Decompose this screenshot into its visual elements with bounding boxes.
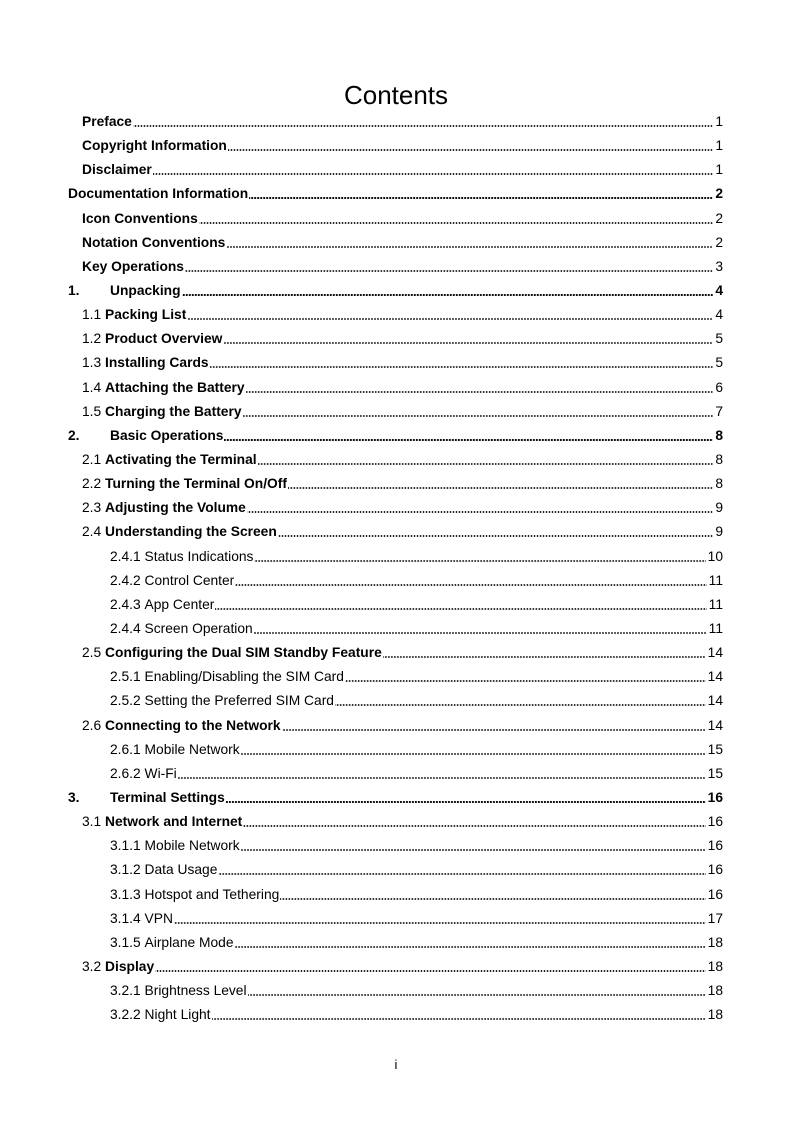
toc-label: Enabling/Disabling the SIM Card: [144, 669, 344, 685]
toc-label: Documentation Information: [68, 186, 249, 202]
toc-label: Copyright Information: [82, 138, 227, 154]
dot-leader: [254, 632, 707, 634]
dot-leader: [215, 608, 706, 610]
dot-leader: [155, 970, 706, 972]
page-title: Contents: [343, 80, 449, 110]
toc-page-number: 5: [715, 331, 723, 347]
toc-page-number: 16: [707, 862, 723, 878]
footer-page-number: i: [394, 1057, 398, 1072]
toc-label: Mobile Network: [144, 838, 240, 854]
toc-number: 2.5.1: [110, 669, 141, 685]
toc-entry-3-1-network-and-internet[interactable]: [0, 810, 723, 834]
toc-entry-2-4-4-screen-operation[interactable]: [0, 617, 723, 641]
toc-page-number: 16: [707, 814, 723, 830]
toc-page-number: 14: [707, 669, 723, 685]
dot-leader: [278, 535, 714, 537]
toc-number: 1.2: [82, 331, 102, 347]
toc-number: 3.1: [82, 814, 102, 830]
toc-page-number: 18: [707, 958, 723, 974]
toc-number: 1.5: [82, 403, 102, 419]
dot-leader: [199, 222, 714, 224]
toc-number: 2.5: [82, 645, 102, 661]
toc-page-number: 18: [707, 934, 723, 950]
toc-entry-1-2-product-overview[interactable]: [0, 327, 723, 351]
toc-page-number: 16: [707, 886, 723, 902]
toc-entry-2-6-2-wi-fi[interactable]: [0, 762, 723, 786]
toc-entry-3-1-1-mobile-network[interactable]: [0, 834, 723, 858]
toc-page-number: 1: [715, 162, 723, 178]
toc-label: Understanding the Screen: [105, 524, 277, 540]
toc-page-number: 6: [715, 379, 723, 395]
dot-leader: [178, 777, 706, 779]
toc-label: Product Overview: [105, 331, 223, 347]
toc-entry-1-unpacking[interactable]: [0, 279, 723, 303]
dot-leader: [223, 342, 713, 344]
toc-label: VPN: [144, 910, 173, 926]
dot-leader: [280, 898, 705, 900]
toc-number: 3.1.4: [110, 910, 141, 926]
toc-number: 2.4: [82, 524, 102, 540]
toc-page-number: 7: [715, 403, 723, 419]
toc-page-number: 11: [708, 596, 723, 612]
toc-page-number: 8: [715, 427, 723, 443]
toc-entry-2-4-3-app-center[interactable]: [0, 593, 723, 617]
toc-label: Unpacking: [110, 282, 181, 298]
toc-label: Brightness Level: [144, 983, 247, 999]
toc-page-number: 1: [715, 114, 723, 129]
toc-page-number: 9: [715, 500, 723, 516]
dot-leader: [187, 318, 713, 320]
toc-entry-2-basic-operations[interactable]: [0, 424, 723, 448]
toc-page-number: 5: [715, 355, 723, 371]
toc-page-number: 4: [715, 307, 723, 323]
toc-label: Terminal Settings: [110, 789, 225, 805]
toc-page-number: 18: [707, 1007, 723, 1023]
dot-leader: [258, 463, 714, 465]
toc-number: 3.1.2: [110, 862, 141, 878]
toc-label: Night Light: [144, 1007, 211, 1023]
toc-number: 3.1.3: [110, 886, 141, 902]
dot-leader: [246, 391, 714, 393]
toc-label: Charging the Battery: [105, 403, 242, 419]
toc-label: Connecting to the Network: [105, 717, 281, 733]
toc-page-number: 11: [708, 620, 723, 636]
table-of-contents: [0, 110, 723, 1027]
toc-entry-1-3-installing-cards[interactable]: [0, 351, 723, 375]
dot-leader: [383, 656, 706, 658]
toc-entry-3-1-2-data-usage[interactable]: [0, 858, 723, 882]
toc-number: 1.3: [82, 355, 102, 371]
toc-entry-disclaimer[interactable]: [0, 158, 723, 182]
toc-label: Display: [105, 958, 155, 974]
dot-leader: [228, 149, 713, 151]
toc-label: Attaching the Battery: [105, 379, 245, 395]
toc-page-number: 4: [715, 282, 723, 298]
dot-leader: [282, 729, 706, 731]
toc-page-number: 18: [707, 983, 723, 999]
toc-page-number: 9: [715, 524, 723, 540]
dot-leader: [243, 825, 705, 827]
toc-entry-3-1-3-hotspot-and-tethering[interactable]: [0, 883, 723, 907]
toc-label: Airplane Mode: [144, 934, 234, 950]
toc-entry-3-terminal-settings[interactable]: [0, 786, 723, 810]
toc-number: 3.: [68, 789, 80, 805]
toc-number: 3.2: [82, 958, 102, 974]
toc-label: Setting the Preferred SIM Card: [144, 693, 334, 709]
toc-label: Mobile Network: [144, 741, 240, 757]
toc-number: 2.4.2: [110, 572, 141, 588]
toc-entry-2-6-connecting-to-the-network[interactable]: [0, 714, 723, 738]
toc-label: Activating the Terminal: [105, 451, 257, 467]
toc-page-number: 2: [715, 210, 723, 226]
toc-label: Turning the Terminal On/Off: [105, 476, 287, 492]
toc-entry-3-2-1-brightness-level[interactable]: [0, 979, 723, 1003]
toc-page-number: 2: [715, 234, 723, 250]
toc-page-number: 15: [707, 741, 723, 757]
toc-label: Preface: [82, 114, 132, 129]
dot-leader: [153, 173, 714, 175]
toc-label: Status Indications: [144, 548, 254, 564]
toc-label: Wi-Fi: [144, 765, 177, 781]
toc-page-number: 17: [707, 910, 723, 926]
toc-page-number: 11: [708, 572, 723, 588]
toc-number: 2.4.4: [110, 620, 141, 636]
toc-page-number: 8: [715, 451, 723, 467]
toc-label: Configuring the Dual SIM Standby Feature: [105, 645, 382, 661]
dot-leader: [174, 922, 706, 924]
toc-entry-2-5-1-enabling-disabling-sim-card[interactable]: [0, 665, 723, 689]
toc-entry-2-3-adjusting-the-volume[interactable]: [0, 496, 723, 520]
toc-label: Basic Operations: [110, 427, 224, 443]
dot-leader: [241, 753, 706, 755]
toc-number: 1.4: [82, 379, 102, 395]
toc-label: Hotspot and Tethering: [144, 886, 280, 902]
dot-leader: [212, 1018, 706, 1020]
toc-label: Data Usage: [144, 862, 218, 878]
toc-page-number: 16: [707, 789, 723, 805]
toc-number: 2.2: [82, 476, 102, 492]
dot-leader: [185, 270, 713, 272]
toc-number: 2.6.1: [110, 741, 141, 757]
dot-leader: [249, 197, 713, 199]
toc-number: 2.4.1: [110, 548, 141, 564]
toc-page-number: 16: [707, 838, 723, 854]
toc-entry-2-4-2-control-center[interactable]: [0, 569, 723, 593]
dot-leader: [218, 873, 705, 875]
toc-entry-key-operations[interactable]: [0, 255, 723, 279]
toc-label: Screen Operation: [144, 620, 253, 636]
dot-leader: [241, 849, 706, 851]
toc-label: Packing List: [105, 307, 187, 323]
toc-entry-1-5-charging-the-battery[interactable]: [0, 400, 723, 424]
dot-leader: [248, 994, 706, 996]
toc-label: Disclaimer: [82, 162, 152, 178]
toc-number: 2.6.2: [110, 765, 141, 781]
toc-page-number: 10: [707, 548, 723, 564]
dot-leader: [345, 680, 706, 682]
toc-label: App Center: [144, 596, 215, 612]
toc-entry-3-1-4-vpn[interactable]: [0, 907, 723, 931]
toc-entry-icon-conventions[interactable]: [0, 207, 723, 231]
toc-entry-2-6-1-mobile-network[interactable]: [0, 738, 723, 762]
toc-number: 2.4.3: [110, 596, 141, 612]
dot-leader: [243, 415, 714, 417]
toc-entry-2-2-turning-the-terminal-on-off[interactable]: [0, 472, 723, 496]
toc-page-number: 14: [707, 645, 723, 661]
toc-label: Control Center: [144, 572, 235, 588]
toc-page-number: 3: [715, 258, 723, 274]
toc-label: Icon Conventions: [82, 210, 198, 226]
toc-page-number: 14: [707, 693, 723, 709]
toc-entry-2-1-activating-the-terminal[interactable]: [0, 448, 723, 472]
toc-entry-3-2-2-night-light[interactable]: [0, 1003, 723, 1027]
toc-entry-3-1-5-airplane-mode[interactable]: [0, 931, 723, 955]
dot-leader: [335, 704, 706, 706]
toc-entry-1-1-packing-list[interactable]: [0, 303, 723, 327]
toc-page-number: 15: [707, 765, 723, 781]
toc-label: Installing Cards: [105, 355, 209, 371]
toc-entry-2-4-1-status-indications[interactable]: [0, 545, 723, 569]
toc-entry-1-4-attaching-the-battery[interactable]: [0, 376, 723, 400]
toc-label: Key Operations: [82, 258, 184, 274]
dot-leader: [210, 366, 714, 368]
toc-entry-notation-conventions[interactable]: [0, 231, 723, 255]
toc-page-number: 14: [707, 717, 723, 733]
dot-leader: [288, 487, 713, 489]
toc-page-number: 8: [715, 476, 723, 492]
dot-leader: [235, 946, 706, 948]
dot-leader: [226, 801, 706, 803]
toc-number: 2.6: [82, 717, 102, 733]
toc-label: Notation Conventions: [82, 234, 226, 250]
toc-page-number: 1: [715, 138, 723, 154]
dot-leader: [182, 294, 714, 296]
toc-number: 1.1: [82, 307, 102, 323]
dot-leader: [254, 560, 705, 562]
toc-entry-2-5-configuring-dual-sim-standby[interactable]: [0, 641, 723, 665]
toc-number: 1.: [68, 282, 80, 298]
toc-number: 2.1: [82, 451, 102, 467]
toc-label: Adjusting the Volume: [105, 500, 246, 516]
dot-leader: [226, 246, 713, 248]
toc-entry-copyright-information[interactable]: [0, 134, 723, 158]
toc-number: 3.2.2: [110, 1007, 141, 1023]
toc-number: 2.5.2: [110, 693, 141, 709]
dot-leader: [235, 584, 706, 586]
toc-number: 2.3: [82, 500, 102, 516]
toc-entry-3-2-display[interactable]: [0, 955, 723, 979]
toc-entry-2-4-understanding-the-screen[interactable]: [0, 520, 723, 544]
toc-number: 2.: [68, 427, 80, 443]
toc-entry-2-5-2-setting-preferred-sim-card[interactable]: [0, 689, 723, 713]
toc-entry-documentation-information[interactable]: [0, 182, 723, 206]
dot-leader: [224, 439, 713, 441]
toc-number: 3.2.1: [110, 983, 141, 999]
toc-number: 3.1.5: [110, 934, 141, 950]
toc-page-number: 2: [715, 186, 723, 202]
dot-leader: [247, 511, 713, 513]
toc-entry-preface[interactable]: [0, 110, 723, 134]
toc-label: Network and Internet: [105, 814, 243, 830]
dot-leader: [133, 125, 713, 127]
toc-number: 3.1.1: [110, 838, 141, 854]
